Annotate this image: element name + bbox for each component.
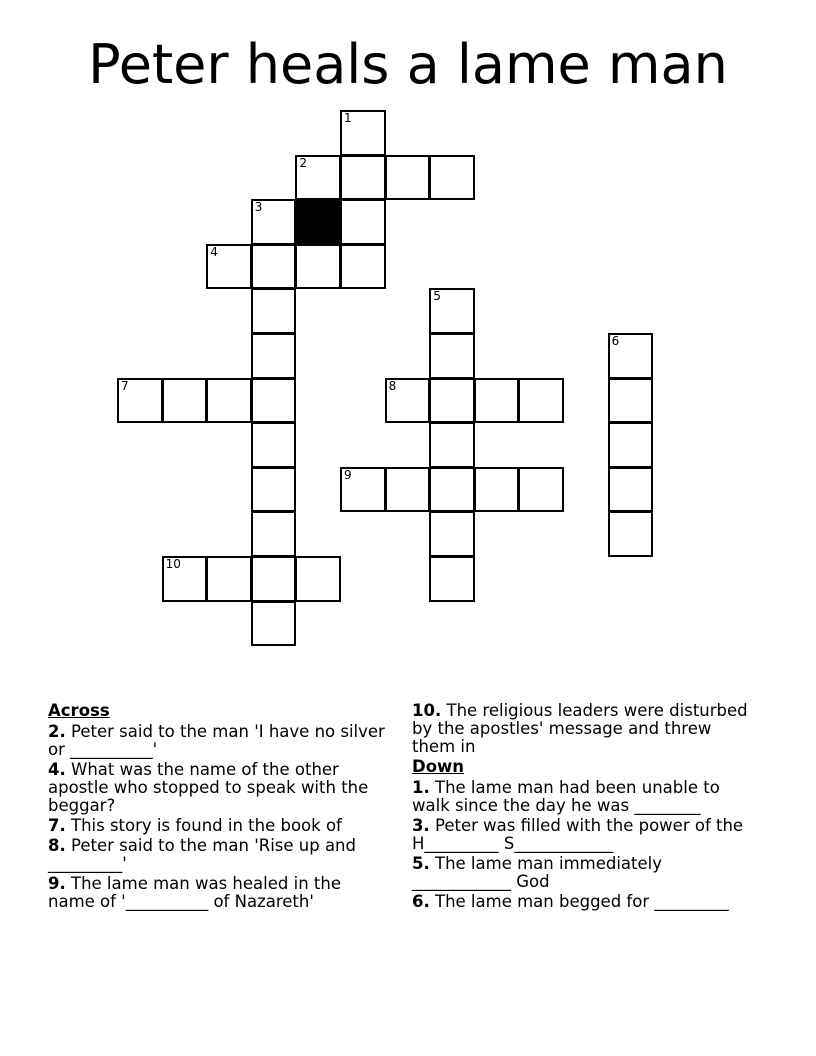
grid-cell[interactable] (474, 378, 520, 424)
grid-cell[interactable] (295, 244, 341, 290)
grid-cell[interactable] (429, 333, 475, 379)
clue-across-7 (48, 817, 388, 835)
clue-across-9 (48, 875, 388, 911)
cell-number: 5 (433, 289, 441, 304)
cell-number: 7 (121, 378, 129, 393)
grid-cell[interactable] (251, 601, 297, 647)
clue-number: 3. (412, 816, 430, 835)
clues-right-column (412, 702, 752, 913)
clue-across-10 (412, 702, 752, 756)
grid-cell[interactable] (340, 110, 386, 156)
clue-number: 8. (48, 836, 66, 855)
grid-cell[interactable] (385, 155, 431, 201)
clue-number: 4. (48, 760, 66, 779)
clue-number: 2. (48, 722, 66, 741)
cell-number: 10 (165, 557, 181, 571)
clue-number: 7. (48, 816, 66, 835)
clues-left-column (48, 702, 388, 913)
grid-cell[interactable] (206, 556, 252, 602)
clue-text: The lame man had been unable to walk since the day he was ________ (412, 778, 720, 815)
clue-number: 9. (48, 874, 66, 893)
grid-cell[interactable] (429, 467, 475, 513)
cell-number: 1 (344, 111, 352, 125)
clue-down-1 (412, 779, 752, 815)
across-heading: Across (48, 701, 110, 720)
grid-cell[interactable] (608, 511, 654, 557)
grid-cell[interactable] (385, 378, 431, 424)
grid-cell[interactable] (429, 422, 475, 468)
clue-down-6 (412, 893, 752, 911)
grid-cell[interactable] (429, 155, 475, 201)
grid-cell[interactable] (251, 556, 297, 602)
grid-cell[interactable] (251, 511, 297, 557)
clue-down-3 (412, 817, 752, 853)
clue-across-8 (48, 837, 388, 873)
grid-cell[interactable] (340, 155, 386, 201)
grid-cell[interactable] (340, 244, 386, 290)
cell-number: 8 (388, 378, 397, 393)
cell-number: 6 (611, 334, 620, 348)
grid-cell[interactable] (429, 556, 475, 602)
down-heading: Down (412, 757, 465, 776)
clue-text: Peter said to the man 'I have no silver or __________' (48, 722, 385, 759)
cell-number: 9 (344, 467, 352, 482)
clue-number: 5. (412, 854, 430, 873)
clue-text: Peter was filled with the power of the H_________ S____________ (412, 816, 744, 853)
grid-cell[interactable] (340, 199, 386, 245)
clue-text: Peter said to the man 'Rise up and _________' (48, 836, 356, 873)
grid-cell[interactable] (251, 288, 297, 334)
grid-cell[interactable] (251, 333, 297, 379)
grid-cell[interactable] (251, 378, 297, 424)
grid-cell[interactable] (518, 467, 564, 513)
grid-cell[interactable] (251, 199, 297, 245)
clue-number: 6. (412, 892, 430, 911)
grid-cell[interactable] (295, 155, 341, 201)
grid-cell[interactable] (340, 467, 386, 513)
grid-cell[interactable] (162, 556, 208, 602)
clue-text: This story is found in the book of (71, 816, 342, 835)
grid-cell[interactable] (429, 378, 475, 424)
clue-text: The lame man begged for _________ (435, 892, 729, 911)
clue-number: 1. (412, 778, 430, 797)
clue-text: The religious leaders were disturbed by the apostles' message and threw them in (412, 701, 748, 756)
clue-across-2 (48, 723, 388, 759)
grid-cell[interactable] (251, 467, 297, 513)
clue-across-4 (48, 761, 388, 815)
cell-number: 4 (210, 244, 218, 259)
grid-cell[interactable] (429, 511, 475, 557)
grid-cell[interactable] (608, 422, 654, 468)
grid-cell[interactable] (162, 378, 208, 424)
cell-number: 2 (299, 155, 308, 170)
grid-cell[interactable] (608, 467, 654, 513)
grid-cell[interactable] (206, 244, 252, 290)
clue-text: What was the name of the other apostle who stopped to speak with the beggar? (48, 760, 369, 815)
grid-cell[interactable] (251, 422, 297, 468)
grid-cell[interactable] (608, 378, 654, 424)
cell-number: 3 (254, 200, 263, 215)
grid-cell[interactable] (518, 378, 564, 424)
grid-cell[interactable] (251, 244, 297, 290)
puzzle-title: Peter heals a lame man (88, 33, 728, 96)
clue-down-5 (412, 855, 752, 891)
clue-number: 10. (412, 701, 442, 720)
grid-cell[interactable] (608, 333, 654, 379)
clue-text: The lame man was healed in the name of '__________ of Nazareth' (48, 874, 341, 911)
grid-cell[interactable] (117, 378, 163, 424)
grid-block (295, 199, 341, 245)
grid-cell[interactable] (206, 378, 252, 424)
grid-cell[interactable] (295, 556, 341, 602)
clue-text: The lame man immediately ____________ God (412, 854, 663, 891)
grid-cell[interactable] (474, 467, 520, 513)
grid-cell[interactable] (385, 467, 431, 513)
grid-cell[interactable] (429, 288, 475, 334)
